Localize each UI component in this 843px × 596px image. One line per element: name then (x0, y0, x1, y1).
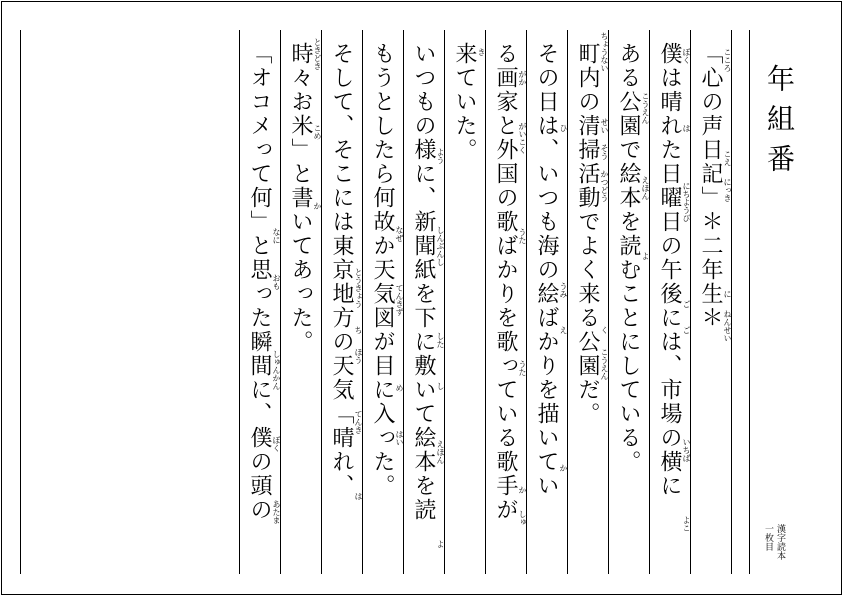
furigana: ぼく (272, 436, 281, 452)
furigana: しゅ (518, 510, 527, 526)
furigana: にちようび (682, 182, 691, 222)
text-column (527, 30, 568, 574)
furigana: かつどう (600, 170, 609, 202)
furigana: おも (272, 274, 281, 290)
furigana: てんき (354, 410, 363, 434)
furigana: てんきず (395, 284, 404, 316)
column-text: 町内の清掃活動でよく来る公園だ。 (575, 42, 600, 426)
furigana: こうえん (641, 92, 650, 124)
column-text: 僕は晴れた日曜日の午後には、市場の横に (657, 42, 682, 498)
furigana: よ (641, 252, 650, 260)
furigana: せい (600, 118, 609, 134)
furigana: はい (395, 430, 404, 446)
furigana: えほん (436, 440, 445, 464)
text-column (691, 30, 732, 574)
furigana: め (395, 384, 404, 392)
column-text: もうとしたら何故か天気図が目に入った。 (370, 42, 395, 498)
sheet-label-line1: 漢字読本 (775, 524, 785, 560)
column-text: 「心の声日記」＊二年生＊ (698, 42, 723, 330)
furigana: ひ (559, 124, 568, 132)
right-margin-line (749, 30, 750, 574)
text-column (240, 30, 281, 574)
sheet-label-line2: 一枚目 (763, 524, 773, 551)
furigana: ときどき (313, 38, 322, 70)
manuscript-sheet (1, 1, 842, 595)
furigana: うた (518, 228, 527, 244)
text-column (445, 30, 486, 574)
column-text: ある公園で絵本を読むことにしている。 (616, 42, 641, 474)
furigana: か (518, 486, 527, 494)
column-divider (731, 30, 732, 574)
furigana: ち (354, 326, 363, 334)
class-number-header: 年組番 (763, 64, 796, 184)
furigana: こめ (313, 124, 322, 140)
furigana: よう (436, 148, 445, 164)
furigana: こうえん (600, 348, 609, 380)
text-column (568, 30, 609, 574)
text-column (322, 30, 363, 574)
furigana: えほん (641, 176, 650, 200)
furigana: ご (682, 326, 691, 334)
furigana: き (477, 48, 486, 56)
furigana: がいこく (518, 122, 527, 154)
column-text: いつもの様に、新聞紙を下に敷いて絵本を読 (411, 42, 436, 522)
text-column (281, 30, 322, 574)
column-text: その日は、いつも海の絵ばかりを描いてい (534, 42, 559, 498)
furigana: うた (518, 360, 527, 376)
furigana: ぼく (682, 48, 691, 64)
column-text: 時々お米」と書いてあった。 (288, 42, 313, 354)
furigana: え (559, 326, 568, 334)
column-text: そして、そこには東京地方の天気「晴れ、 (329, 42, 354, 498)
furigana: した (436, 332, 445, 348)
furigana: か (559, 464, 568, 472)
furigana: よ (436, 540, 445, 548)
text-column (609, 30, 650, 574)
column-text: る画家と外国の歌ばかりを歌っている歌手が (493, 42, 518, 522)
furigana: は (354, 492, 363, 500)
furigana: こえ (723, 150, 732, 166)
text-column (404, 30, 445, 574)
furigana: よこ (682, 516, 691, 532)
furigana: ねんせい (723, 310, 732, 342)
furigana: なに (272, 228, 281, 244)
furigana: に (723, 290, 732, 298)
furigana: ご (682, 300, 691, 308)
furigana: しんぶんし (436, 226, 445, 266)
furigana: は (682, 124, 691, 132)
furigana: こころ (723, 48, 732, 72)
furigana: か (313, 202, 322, 210)
furigana: しゅんかん (272, 350, 281, 390)
column-text: 「オコメって何」と思った瞬間に、僕の頭の (247, 42, 272, 522)
furigana: く (600, 326, 609, 334)
furigana: がか (518, 70, 527, 86)
furigana: あたま (272, 500, 281, 524)
furigana: そう (600, 144, 609, 160)
furigana: ちょうない (600, 32, 609, 72)
furigana: なぜ (395, 226, 404, 242)
furigana: にっき (723, 178, 732, 202)
furigana: いちば (682, 438, 691, 462)
furigana: とうきょう (354, 268, 363, 308)
furigana: ほう (354, 348, 363, 364)
left-margin-line (20, 30, 21, 574)
sheet-label (762, 524, 786, 576)
text-column (363, 30, 404, 574)
furigana: し (436, 382, 445, 390)
text-column (650, 30, 691, 574)
furigana: うみ (559, 282, 568, 298)
text-column (486, 30, 527, 574)
column-text: 来ていた。 (452, 42, 477, 162)
